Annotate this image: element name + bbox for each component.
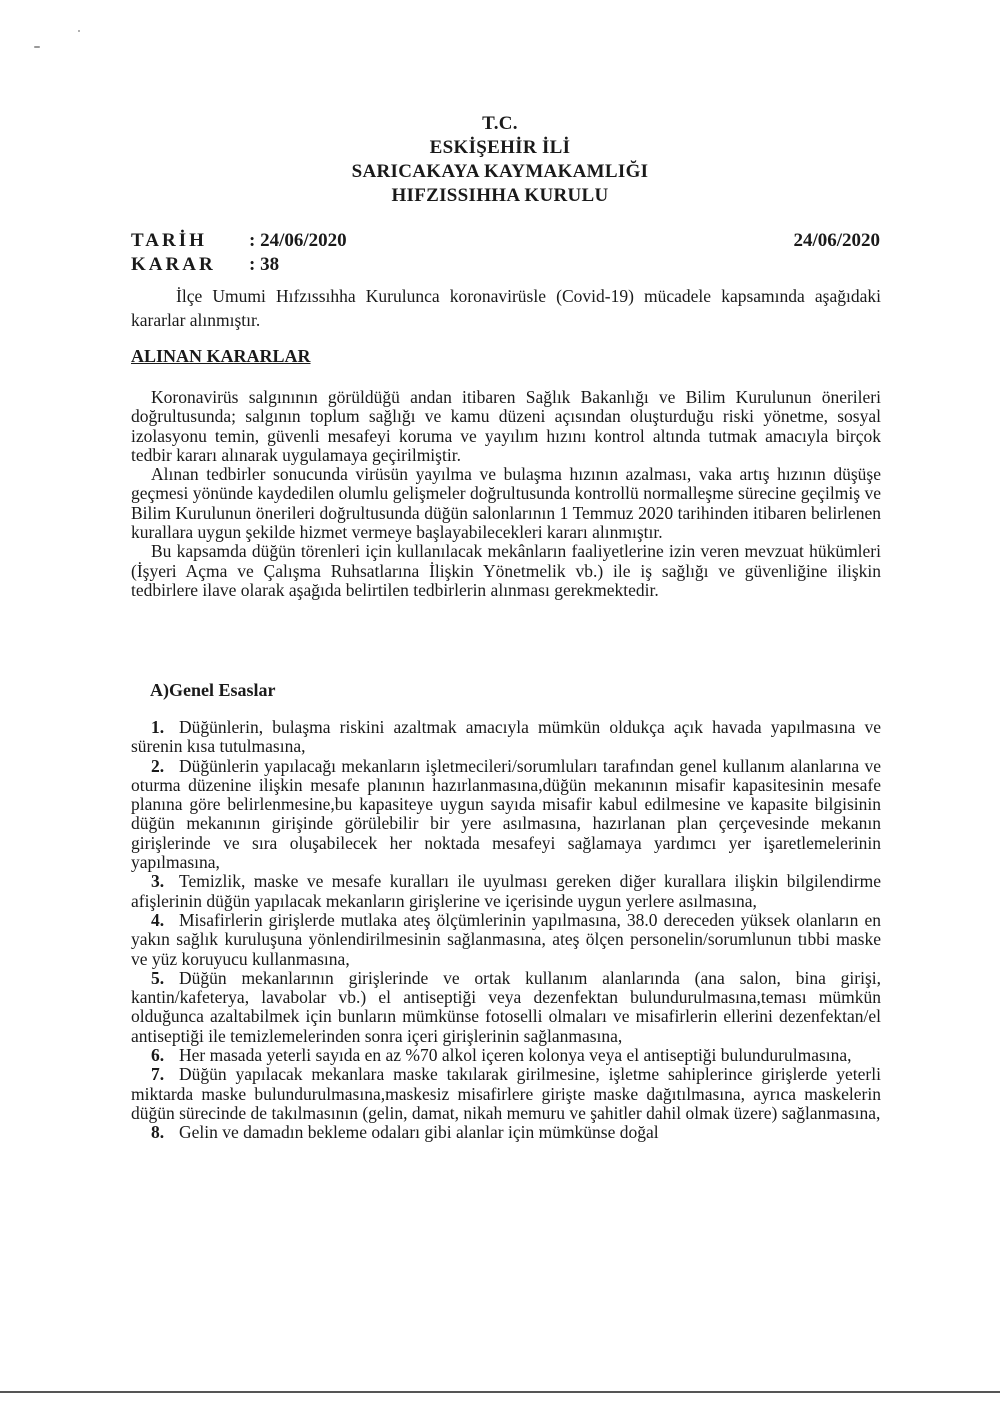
list-item	[131, 872, 881, 911]
item-number: 5.	[151, 967, 165, 988]
list-item	[131, 911, 881, 969]
item-number: 4.	[151, 909, 165, 930]
item-number: 8.	[151, 1122, 165, 1143]
list-item	[131, 969, 881, 1046]
decision-meta	[131, 229, 347, 277]
scan-speck	[34, 46, 40, 48]
paragraph: Alınan tedbirler sonucunda virüsün yayılma ve bulaşma hızının azalması, vaka artış hızının düşüşe geçmesi yönünde kaydedilen olumlu gelişmeler doğrultusunda kontrollü normalleşme sürecine geçilmiş ve Bilim Kurulunun önerileri doğrultusunda düğün salonlarının 1 Temmuz 2020 tarihinden itibaren belirlenen kurallara uygun şekilde hizmet vermeye başlayabilecekleri kararı alınmıştır.	[131, 464, 881, 543]
rules-list	[131, 718, 881, 1143]
item-text: Düğün yapılacak mekanlara maske takılarak girilmesine, işletme sahiplerince girişlerde yeterli miktarda maske bulundurulmasına,maskesiz misafirlere girişte maske dağıtılmasına, ayrıca maskelerin düğün sürecinde de takılmasının (gelin, damat, nikah memuru ve şahitler dahil olmak üzere) sağlanmasına,	[131, 1064, 881, 1123]
scan-edge-line	[0, 1391, 1000, 1393]
heading-line-tc: T.C.	[482, 113, 518, 134]
item-number: 7.	[151, 1064, 165, 1085]
list-item	[131, 1046, 881, 1065]
item-number: 2.	[151, 755, 165, 776]
list-item	[131, 718, 881, 757]
tarih-label: TARİH	[131, 230, 207, 251]
item-text: Düğünlerin yapılacağı mekanların işletmecileri/sorumluları tarafından genel kullanım alanlarına ve oturma düzenine ilişkin mesafe planının hazırlanmasına,düğün mekanının misafir kapasitesinin mesafe planına göre belirlenmesine,bu kapasiteye uygun sayıda misafir kabul edilmesine ve kapasite bilgisinin düğün mekanının girişinde görülebilir bir yere asılmasına, hazırlanan plan çerçevesinde mekanın girişlerinde ve sıra oluşabilecek her noktada mesafeyi sağlamaya yardımcı yer işaretlemelerinin yapılmasına,	[131, 755, 881, 873]
item-text: Her masada yeterli sayıda en az %70 alkol içeren kolonya veya el antiseptiği bulundurulmasına,	[179, 1045, 852, 1066]
document-heading	[0, 112, 1000, 208]
item-number: 1.	[151, 717, 165, 737]
item-number: 6.	[151, 1045, 165, 1066]
body-paragraphs	[131, 388, 881, 600]
item-text: Temizlik, maske ve mesafe kuralları ile uyulması gereken diğer kurallara ilişkin bilgilendirme afişlerinin düğün yapılacak mekanların girişlerine ve içerisinde uygun yerlere asılmasına,	[131, 871, 881, 911]
intro-paragraph	[131, 284, 881, 332]
section-title: ALINAN KARARLAR	[131, 346, 311, 366]
heading-line-board: HIFZISSIHHA KURULU	[391, 185, 609, 206]
karar-label: KARAR	[131, 254, 216, 275]
paragraph: Koronavirüs salgınının görüldüğü andan itibaren Sağlık Bakanlığı ve Bilim Kurulunun önerileri doğrultusunda; salgının toplum sağlığı ve kamu düzeni açısından oluşturduğu riski yönetme, sosyal izolasyonu temin, güvenli mesafeyi koruma ve yayılım hızını kontrol altında tutmak amacıyla birçok tedbir kararı alınarak uygulamaya geçirilmiştir.	[131, 387, 881, 465]
karar-value: : 38	[249, 254, 280, 275]
heading-line-district: SARICAKAYA KAYMAKAMLIĞI	[351, 161, 649, 182]
item-text: Gelin ve damadın bekleme odaları gibi alanlar için mümkünse doğal	[179, 1122, 659, 1143]
date-right: 24/06/2020	[793, 230, 880, 251]
tarih-value: : 24/06/2020	[249, 230, 347, 251]
paragraph: Bu kapsamda düğün törenleri için kullanılacak mekânların faaliyetlerine izin veren mevzuat hükümleri (İşyeri Açma ve Çalışma Ruhsatlarına İlişkin Yönetmelik vb.) ile iş sağlığı ve güvenliğine ilişkin tedbirlere ilave olarak aşağıda belirtilen tedbirlerin alınması gerekmektedir.	[131, 541, 881, 600]
heading-line-province: ESKİŞEHİR İLİ	[429, 137, 571, 158]
item-text: Misafirlerin girişlerde mutlaka ateş ölçümlerinin yapılmasına, 38.0 dereceden yüksek olanların en yakın sağlık kuruluşuna yönlendirilmesinin sağlanmasına, ateş ölçen personelin/sorumlunun tıbbi maske ve yüz koruyucu kullanmasına,	[131, 909, 881, 969]
list-item	[131, 757, 881, 873]
subsection-title: A)Genel Esaslar	[150, 680, 276, 700]
intro-text: İlçe Umumi Hıfzıssıhha Kurulunca koronavirüsle (Covid-19) mücadele kapsamında aşağıdaki kararlar alınmıştır.	[131, 286, 881, 330]
scan-speck	[78, 30, 80, 32]
item-text: Düğünlerin, bulaşma riskini azaltmak amacıyla mümkün oldukça açık havada yapılmasına ve sürenin kısa tutulmasına,	[131, 717, 881, 757]
list-item	[131, 1123, 881, 1142]
item-number: 3.	[151, 871, 165, 892]
list-item	[131, 1065, 881, 1123]
item-text: Düğün mekanlarının girişlerinde ve ortak kullanım alanlarında (ana salon, bina girişi, kantin/kafeterya, lavabolar vb.) el antiseptiği veya dezenfektan bulundurulmasına,teması mümkün olduğunca azaltabilmek için bunların mümkünse fotoselli olmaları ve misafirlerin ellerini dezenfektan/el antiseptiği ile temizlemelerinden sonra içeri girişlerinin sağlanmasına,	[131, 967, 881, 1046]
